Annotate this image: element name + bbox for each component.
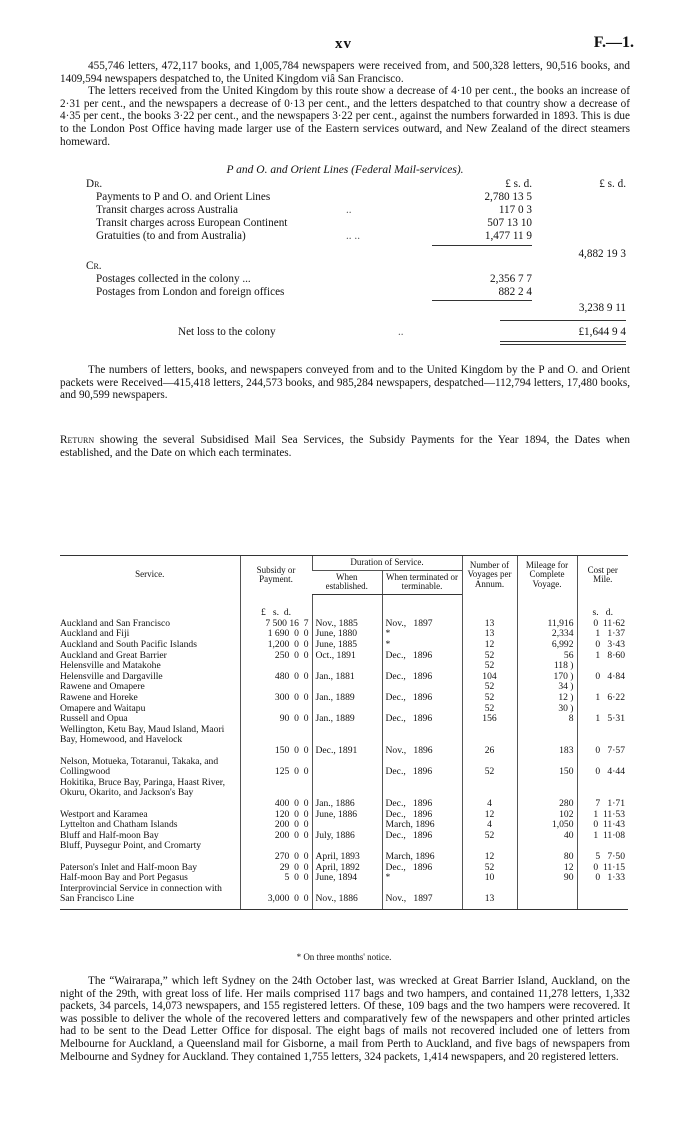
- table-cell-established: Oct., 1891: [312, 651, 382, 662]
- table-cell-voyages: 52: [462, 863, 517, 874]
- table-cell-established: [312, 757, 382, 778]
- table-cell-voyages: 52 52 52: [462, 682, 517, 714]
- table-cell-cost: 0 3·43: [577, 640, 628, 651]
- table-cell-mileage: 280: [517, 778, 577, 810]
- table-cell-established: June, 1880: [312, 629, 382, 640]
- table-cell-cost: 1 1·37: [577, 629, 628, 640]
- table-row: [60, 682, 628, 714]
- debit-item-label: Payments to P and O. and Orient Lines: [96, 191, 271, 204]
- table-cell-cost: 7 1·71: [577, 778, 628, 810]
- debit-item-label: Gratuities (to and from Australia): [96, 230, 246, 243]
- table-row: [60, 757, 628, 778]
- table-cell-terminated: Dec., 1896: [382, 661, 462, 682]
- debit-total: 4,882 19 3: [578, 248, 626, 261]
- table-cell-terminated: Dec., 1896: [382, 757, 462, 778]
- table-cell-subsidy: 300 0 0: [240, 682, 312, 714]
- table-cell-subsidy: 400 0 0: [240, 778, 312, 810]
- table-cell-voyages: 12: [462, 841, 517, 862]
- table-cell-cost: 1 11·53: [577, 810, 628, 821]
- table-cell-service: Interprovincial Service in connection with San Francisco Line: [60, 884, 240, 910]
- table-cell-cost: 1 11·08: [577, 831, 628, 842]
- credit-total: 3,238 9 11: [578, 302, 626, 315]
- table-cell-subsidy: 1 690 0 0: [240, 629, 312, 640]
- table-cell-mileage: 12: [517, 863, 577, 874]
- leader-dots: ..: [346, 204, 352, 217]
- table-cell-established: Nov., 1886: [312, 884, 382, 910]
- table-cell-terminated: Dec., 1896: [382, 778, 462, 810]
- table-cell-cost: 0 11·62: [577, 619, 628, 630]
- table-cell-established: Nov., 1885: [312, 619, 382, 630]
- table-cell-established: June, 1894: [312, 873, 382, 884]
- table-cell-cost: 1 8·60: [577, 651, 628, 662]
- closing-paragraph: The “Wairarapa,” which left Sydney on the 24th October last, was wrecked at Great Barrier Island, Auckland, on the night of the 29th, with great loss of life. Her mails comprised 117 bags and two hampers, and contained 11,278 letters, 1,332 packets, 34 parcels, 14,073 newspapers, and 155 registered letters. Of these, 109 bags and the two hampers were recovered. It was possible to deliver the whole of the recovered letters and comparatively few of the newspapers and other printed articles had to be sent to the Dead Letter Office for disposal. The eight bags of mails not recovered included one of letters from Melbourne for Auckland, a Queensland mail for Gisborne, a mail from Perth to Auckland, and five bags of newspapers from Melbourne and Sydney for Auckland. They contained 1,755 letters, 324 packets, 1,414 newspapers, and 20 registered letters.: [60, 975, 630, 1063]
- table-cell-service: Helensville and Matakohe Helensville and Dargaville: [60, 660, 163, 682]
- table-cell-service: Bluff and Half-moon Bay: [60, 829, 159, 841]
- table-cell-established: Jan., 1889: [312, 714, 382, 725]
- debit-item-label: Transit charges across Australia: [96, 204, 238, 217]
- table-cell-terminated: Dec., 1896: [382, 651, 462, 662]
- table-cell-cost: 0 1·33: [577, 873, 628, 884]
- table-cell-established: Jan., 1889: [312, 682, 382, 714]
- table-cell-subsidy: 250 0 0: [240, 651, 312, 662]
- table-row: [60, 778, 628, 810]
- table-cell-voyages: 52: [462, 757, 517, 778]
- table-cell-service: Auckland and San Francisco: [60, 617, 171, 629]
- table-cell-cost: 0 11·15: [577, 863, 628, 874]
- table-cell-voyages: 12: [462, 640, 517, 651]
- table-cell-mileage: 34 ) 12 ) 30 ): [517, 682, 577, 714]
- table-cell-mileage: [517, 884, 577, 910]
- table-cell-service: Nelson, Motueka, Totaranui, Takaka, and Collingwood: [60, 755, 219, 778]
- table-cell-cost: 0 7·57: [577, 725, 628, 757]
- table-cell-cost: 5 7·50: [577, 841, 628, 862]
- table-cell-terminated: Dec., 1896: [382, 714, 462, 725]
- return-title-lead: Return: [60, 433, 95, 446]
- table-body: [60, 594, 628, 909]
- table-cell-mileage: 40: [517, 831, 577, 842]
- debit-label: Dr.: [86, 178, 103, 191]
- table-cell-service: Russell and Opua: [60, 713, 128, 725]
- table-cell-service: Auckland and Fiji: [60, 628, 130, 640]
- page: [60, 32, 634, 459]
- debit-item-label: Transit charges across European Continent: [96, 217, 288, 230]
- table-cell-voyages: 4: [462, 778, 517, 810]
- closing-section: [60, 975, 630, 1063]
- table-row: [60, 725, 628, 757]
- table-cell-subsidy: 90 0 0: [240, 714, 312, 725]
- table-cell-service: Bluff, Puysegur Point, and Cromarty: [60, 840, 202, 852]
- table-cell-voyages: 52: [462, 651, 517, 662]
- table-cell-voyages: 52: [462, 831, 517, 842]
- table-cell-voyages: 13: [462, 619, 517, 630]
- established-header: When established.: [312, 570, 382, 594]
- table-cell-terminated: March, 1896: [382, 820, 462, 831]
- table-cell-cost: 1 5·31: [577, 714, 628, 725]
- subtotal-rule: [432, 300, 532, 301]
- table-cell-established: Dec., 1891: [312, 725, 382, 757]
- intro-paragraph-2: The letters received from the United Kingdom by this route show a decrease of 4·10 per cent., the books an increase of 2·31 per cent., and the newspapers a decrease of 0·13 per cent., and the letters despatched to that country show a decrease of 4·35 per cent., the books 3·22 per cent., and the newspapers 3·22 per cent., against the numbers forwarded in 1893. This is due to the London Post Office having made larger use of the Eastern services outward, and New Zealand of the direct steamers homeward.: [60, 85, 630, 148]
- table-footnote: * On three months' notice.: [296, 952, 392, 962]
- table-cell-cost: 1 6·22: [577, 682, 628, 714]
- credit-label: Cr.: [86, 260, 102, 273]
- table-cell-mileage: 118 ) 170 ): [517, 661, 577, 682]
- credit-item-label: Postages collected in the colony ...: [96, 273, 251, 286]
- table-cell-cost: 0 4·84: [577, 661, 628, 682]
- table-cell-service: Half-moon Bay and Port Pegasus: [60, 872, 188, 884]
- debit-item-amount: 507 13 10: [487, 217, 532, 230]
- table-cell-subsidy: 200 0 0: [240, 820, 312, 831]
- table-cell-subsidy: 29 0 0: [240, 863, 312, 874]
- table-row: [60, 661, 628, 682]
- subsidy-table: [60, 555, 628, 910]
- debit-item-amount: 117 0 3: [498, 204, 532, 217]
- mileage-header: Mileage for Complete Voyage.: [517, 556, 577, 595]
- table-cell-service: Wellington, Ketu Bay, Maud Island, Maori Bay, Homewood, and Havelock: [60, 723, 225, 746]
- table-cell-mileage: 183: [517, 725, 577, 757]
- table-cell-terminated: *: [382, 629, 462, 640]
- account-title: P and O. and Orient Lines (Federal Mail-services).: [226, 164, 464, 177]
- column-header-2: £ s. d.: [599, 178, 626, 191]
- table-cell-established: April, 1893: [312, 841, 382, 862]
- table-cell-established: April, 1892: [312, 863, 382, 874]
- table-cell-cost: 0 11·43: [577, 820, 628, 831]
- section-reference: F.—1.: [593, 34, 634, 51]
- table-cell-voyages: 13: [462, 629, 517, 640]
- table-cell-cost: [577, 884, 628, 910]
- leader-dots: ..: [398, 326, 404, 339]
- table-cell-mileage: 150: [517, 757, 577, 778]
- table-cell-terminated: Dec., 1896: [382, 682, 462, 714]
- table-cell-subsidy: 7 500 16 7: [240, 619, 312, 630]
- voyages-header: Number of Voyages per Annum.: [462, 556, 517, 595]
- table-cell-service: Auckland and Great Barrier: [60, 649, 167, 661]
- subsidy-units: £ s. d.: [240, 594, 312, 619]
- page-number: xv: [335, 36, 352, 52]
- account-statement: [60, 178, 630, 316]
- table-row: [60, 841, 628, 862]
- table-cell-established: July, 1886: [312, 831, 382, 842]
- debit-item-amount: 2,780 13 5: [484, 191, 532, 204]
- cost-units: s. d.: [577, 594, 628, 619]
- return-title: [60, 434, 630, 459]
- table-cell-terminated: Dec., 1896: [382, 831, 462, 842]
- page-header: [60, 32, 634, 60]
- table-cell-mileage: 6,992: [517, 640, 577, 651]
- cost-header: Cost per Mile.: [577, 556, 628, 595]
- return-title-text: showing the several Subsidised Mail Sea Services, the Subsidy Payments for the Year 1894, the Dates when established, and the Date on which each terminates.: [60, 433, 630, 459]
- credit-item-amount: 882 2 4: [498, 286, 532, 299]
- table-cell-voyages: 10: [462, 873, 517, 884]
- table-cell-voyages: 26: [462, 725, 517, 757]
- table-cell-voyages: 13: [462, 884, 517, 910]
- table-cell-mileage: 8: [517, 714, 577, 725]
- table-row: [60, 884, 628, 910]
- service-header: Service.: [60, 556, 240, 595]
- net-loss-amount: £1,644 9 4: [578, 326, 626, 339]
- net-loss-line: [60, 316, 630, 352]
- table-cell-mileage: 102: [517, 810, 577, 821]
- table-cell-subsidy: 1,200 0 0: [240, 640, 312, 651]
- terminated-header: When terminated or terminable.: [382, 570, 462, 594]
- table-cell-established: Jan., 1886: [312, 778, 382, 810]
- table-cell-terminated: March, 1896: [382, 841, 462, 862]
- middle-paragraph: The numbers of letters, books, and newspapers conveyed from and to the United Kingdom by the P and O. and Orient packets were Received—415,418 letters, 244,573 books, and 985,284 newspapers, despatched—112,794 letters, 17,480 books, and 90,599 newspapers.: [60, 364, 630, 402]
- table-cell-voyages: 12: [462, 810, 517, 821]
- table-cell-mileage: 90: [517, 873, 577, 884]
- column-header-1: £ s. d.: [505, 178, 532, 191]
- net-loss-label: Net loss to the colony: [178, 326, 276, 339]
- table-cell-mileage: 11,916: [517, 619, 577, 630]
- table-cell-terminated: *: [382, 873, 462, 884]
- table-cell-mileage: 1,050: [517, 820, 577, 831]
- table-cell-terminated: Dec., 1896: [382, 863, 462, 874]
- table-cell-subsidy: 270 0 0: [240, 841, 312, 862]
- table-cell-voyages: 52 104: [462, 661, 517, 682]
- table-cell-established: Jan., 1881: [312, 661, 382, 682]
- debit-item-amount: 1,477 11 9: [484, 230, 532, 243]
- table-cell-voyages: 156: [462, 714, 517, 725]
- table-cell-service: Westport and Karamea: [60, 808, 148, 820]
- table-cell-voyages: 4: [462, 820, 517, 831]
- duration-header: Duration of Service.: [312, 556, 462, 571]
- table-cell-subsidy: 125 0 0: [240, 757, 312, 778]
- table-cell-mileage: 80: [517, 841, 577, 862]
- table-cell-subsidy: 480 0 0: [240, 661, 312, 682]
- table-cell-subsidy: 3,000 0 0: [240, 884, 312, 910]
- table-cell-terminated: Nov., 1897: [382, 884, 462, 910]
- credit-item-label: Postages from London and foreign offices: [96, 286, 285, 299]
- table-cell-subsidy: 5 0 0: [240, 873, 312, 884]
- table-cell-subsidy: 120 0 0: [240, 810, 312, 821]
- table-cell-service: Lyttelton and Chatham Islands: [60, 819, 178, 831]
- table-cell-service: Rawene and Omapere Rawene and Horeke Omapere and Waitapu: [60, 681, 146, 714]
- table-cell-subsidy: 150 0 0: [240, 725, 312, 757]
- table-cell-terminated: Nov., 1896: [382, 725, 462, 757]
- table-cell-established: June, 1885: [312, 640, 382, 651]
- table-cell-subsidy: 200 0 0: [240, 831, 312, 842]
- table-cell-established: June, 1886: [312, 810, 382, 821]
- intro-paragraph-1: 455,746 letters, 472,117 books, and 1,005,784 newspapers were received from, and 500,328 letters, 90,516 books, and 1409,594 newspapers despatched to, the United Kingdom viâ San Francisco.: [60, 60, 630, 85]
- subtotal-rule: [432, 245, 532, 246]
- credit-item-amount: 2,356 7 7: [490, 273, 532, 286]
- subsidy-header: Subsidy or Payment.: [240, 556, 312, 595]
- table-cell-service: Hokitika, Bruce Bay, Paringa, Haast River, Okuru, Okarito, and Jackson's Bay: [60, 776, 225, 799]
- table-cell-service: Paterson's Inlet and Half-moon Bay: [60, 861, 198, 873]
- table-cell-terminated: Dec., 1896: [382, 810, 462, 821]
- table-cell-cost: 0 4·44: [577, 757, 628, 778]
- leader-dots: .. ..: [346, 230, 360, 243]
- table-cell-terminated: *: [382, 640, 462, 651]
- table-cell-terminated: Nov., 1897: [382, 619, 462, 630]
- table-cell-service: Auckland and South Pacific Islands: [60, 639, 197, 651]
- table-cell-mileage: 2,334: [517, 629, 577, 640]
- table-cell-mileage: 56: [517, 651, 577, 662]
